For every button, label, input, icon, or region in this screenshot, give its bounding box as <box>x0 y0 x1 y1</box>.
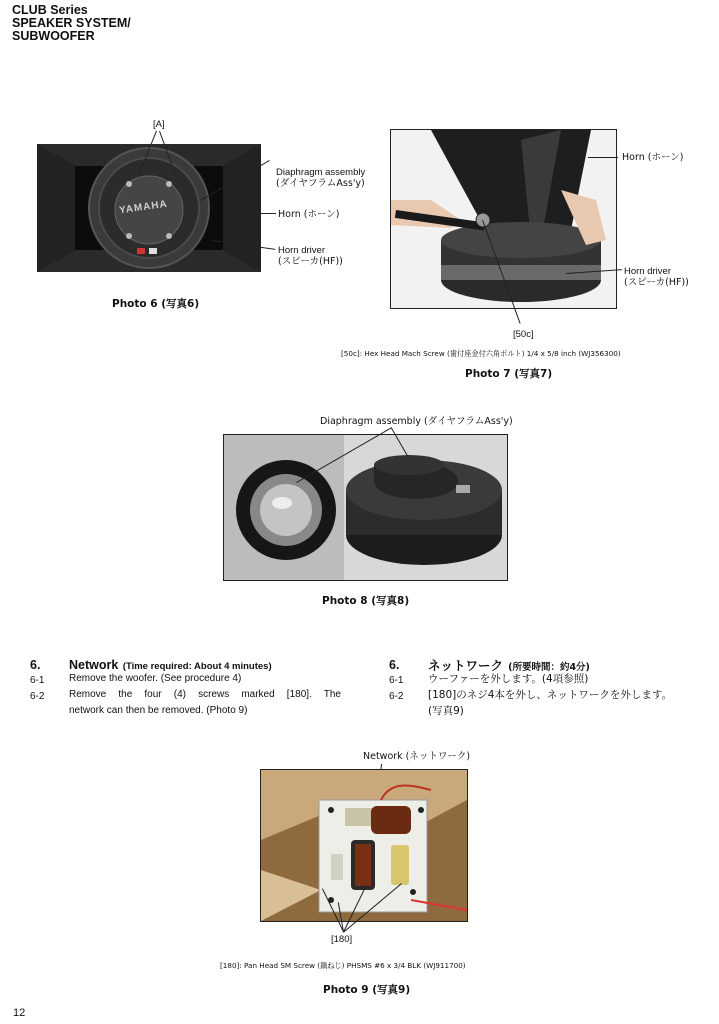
step-number: 6-1 <box>389 675 404 686</box>
photo6-diaphragm-label: Diaphragm assembly (ダイヤフラムAss'y) <box>276 167 366 189</box>
step-number: 6-2 <box>30 691 45 702</box>
network-board-illustration <box>261 770 467 921</box>
photo9-note: [180]: Pan Head SM Screw (鍋ねじ) PHSMS #6 x 3/4 BLK (WJ911700) <box>220 961 466 970</box>
section-en-number: 6. <box>30 658 41 672</box>
photo9-ref-label: [180] <box>331 934 353 945</box>
photo8-caption: Photo 8 (写真8) <box>322 595 410 607</box>
photo9-image <box>260 769 468 922</box>
document-header <box>12 4 131 43</box>
step-number: 6-1 <box>30 675 45 686</box>
header-subwoofer: SUBWOOFER <box>12 29 95 43</box>
photo6-horn-driver-label: Horn driver (スピーカ(HF)) <box>278 245 343 267</box>
photo6-label-a: [A] <box>153 119 165 130</box>
yamaha-badge: YAMAHA <box>118 198 169 217</box>
section-jp-number: 6. <box>389 658 400 672</box>
section-en-title: Network <box>69 658 119 672</box>
photo7-horn-driver-label: Horn driver (スピーカ(HF)) <box>624 266 689 288</box>
header-system: SPEAKER SYSTEM/ <box>12 16 131 30</box>
photo7-ref-label: [50c] <box>513 329 534 340</box>
diaphragm-assembly-illustration <box>224 435 507 580</box>
section-jp-time: (所要時間：約4分) <box>508 662 590 673</box>
photo7-caption: Photo 7 (写真7) <box>465 368 553 380</box>
photo8-diaphragm-label: Diaphragm assembly (ダイヤフラムAss'y) <box>320 416 513 427</box>
photo7-note: [50c]: Hex Head Mach Screw (歯付座金付六角ボルト) 1/4 x 5/8 inch (WJ356300) <box>341 349 621 358</box>
photo7-image <box>390 129 617 309</box>
section-en-time: (Time required: About 4 minutes) <box>122 661 272 672</box>
photo6-caption: Photo 6 (写真6) <box>112 298 200 310</box>
photo6-image <box>37 144 261 272</box>
callout-line <box>588 157 618 158</box>
photo8-image <box>223 434 508 581</box>
step-text: ウーファーを外します。(4項参照) <box>428 673 589 685</box>
photo6-horn-label: Horn (ホーン) <box>278 209 340 220</box>
photo9-network-label: Network (ネットワーク) <box>363 751 471 762</box>
section-jp <box>389 656 399 674</box>
photo9-caption: Photo 9 (写真9) <box>323 984 411 996</box>
step-text: Remove the woofer. (See procedure 4) <box>69 673 242 684</box>
step-text-continued: network can then be removed. (Photo 9) <box>69 705 248 716</box>
step-text: Remove the four (4) screws marked [180]. The <box>69 689 341 700</box>
section-en <box>30 656 40 674</box>
callout-line <box>228 213 276 214</box>
photo7-horn-label: Horn (ホーン) <box>622 152 684 163</box>
step-text-continued: (写真9) <box>428 705 464 717</box>
header-series: CLUB Series <box>12 3 88 17</box>
section-jp-title: ネットワーク <box>428 658 504 673</box>
step-text: [180]のネジ4本を外し、ネットワークを外します。 <box>428 689 673 701</box>
step-number: 6-2 <box>389 691 404 702</box>
page-number: 12 <box>13 1007 26 1019</box>
